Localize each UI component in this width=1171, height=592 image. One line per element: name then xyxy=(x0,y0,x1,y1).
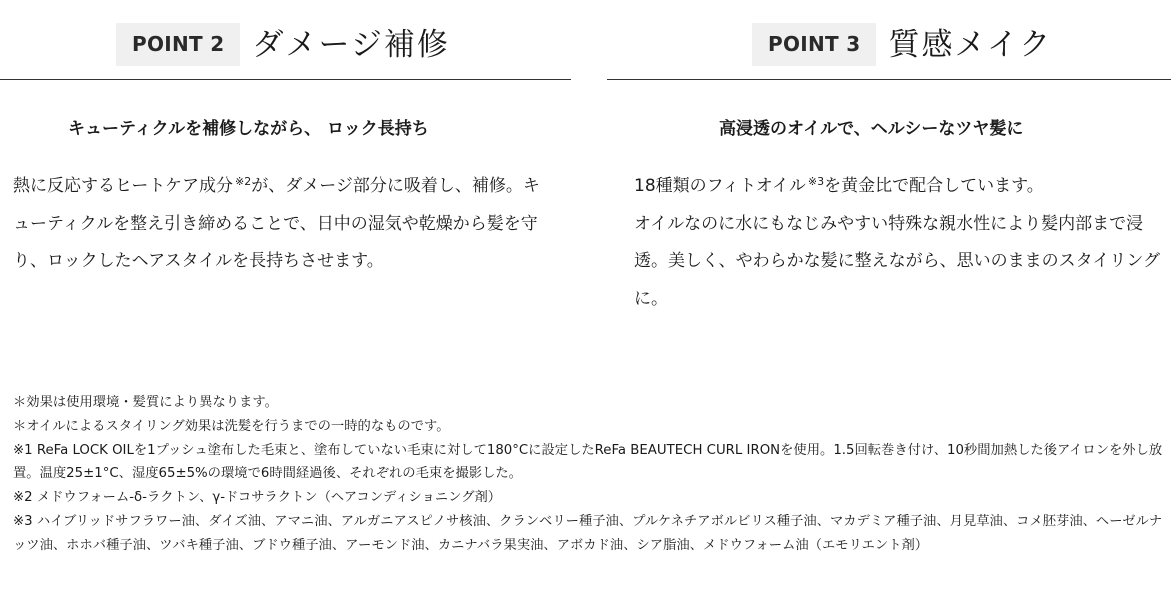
footnotes xyxy=(13,391,1163,558)
point-3-badge: POINT 3 xyxy=(752,23,876,66)
footnote-temporary-effect: ＊オイルによるスタイリング効果は洗髪を行うまでの一時的なものです。 xyxy=(13,418,450,434)
point-2-body-text-start: 熱に反応するヒートケア成分 xyxy=(13,176,233,196)
point-2-divider xyxy=(0,79,571,80)
footnote-ref-2: ※2 xyxy=(234,175,252,188)
point-2-subheading: キューティクルを補修しながら、 ロック長持ち xyxy=(68,119,429,139)
point-3-body-paragraph-2: オイルなのに水にもなじみやすい特殊な親水性により髪内部まで浸透。美しく、やわらかな髪に整えながら、思いのままのスタイリングに。 xyxy=(634,213,1160,309)
point-3-body-text-start: 18種類のフィトオイル xyxy=(634,176,806,196)
point-3-subheading: 高浸透のオイルで、ヘルシーなツヤ髪に xyxy=(719,119,1024,139)
point-3-divider xyxy=(607,79,1171,80)
footnote-1: ※1 ReFa LOCK OILを1プッシュ塗布した毛束と、塗布していない毛束に対して180°Cに設定したReFa BEAUTECH CURL IRONを使用。1.5回転巻き付け、10秒間加熱した後アイロンを外し放置。温度25±1°C、湿度65±5%の環境で6時間経過後、それぞれの毛束を撮影した。 xyxy=(13,442,1163,482)
point-3-body xyxy=(634,168,1171,318)
point-2-header xyxy=(116,16,450,66)
footnote-2: ※2 メドウフォーム-δ-ラクトン、γ-ドコサラクトン（ヘアコンディショニング剤） xyxy=(13,490,502,506)
point-2-body-text-end: が、ダメージ部分に吸着し、補修。キューティクルを整え引き締めることで、日中の湿気や乾燥から髪を守り、ロックしたヘアスタイルを長持ちさせます。 xyxy=(13,176,540,271)
footnote-ref-3: ※3 xyxy=(807,175,825,188)
footnote-effect-disclaimer: ＊効果は使用環境・髪質により異なります。 xyxy=(13,395,278,410)
point-3-title: 質感メイク xyxy=(888,26,1053,63)
point-2-title: ダメージ補修 xyxy=(252,26,450,63)
footnote-3: ※3 ハイブリッドサフラワー油、ダイズ油、アマニ油、アルガニアスピノサ核油、クランベリー種子油、プルケネチアボルビリス種子油、マカデミア種子油、月見草油、コメ胚芽油、ヘーゼルナッツ油、ホホバ種子油、ツバキ種子油、ブドウ種子油、アーモンド油、カニナバラ果実油、アボカド油、シア脂油、メドウフォーム油（エモリエント剤） xyxy=(13,513,1163,553)
point-3-body-text-end: を黄金比で配合しています。 xyxy=(824,176,1044,196)
point-3-header xyxy=(752,16,1052,66)
point-2-badge: POINT 2 xyxy=(116,23,240,66)
point-2-body xyxy=(13,168,543,281)
